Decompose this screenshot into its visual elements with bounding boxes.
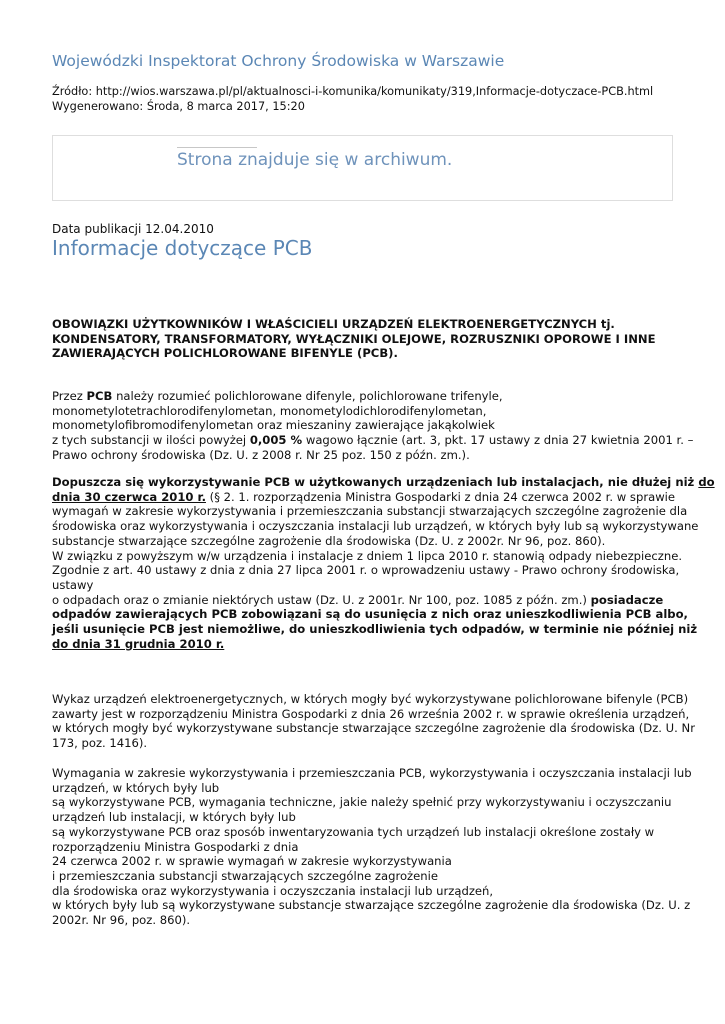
paragraph-line: 2002r. Nr 96, poz. 860). <box>52 913 191 928</box>
generated-line: Wygenerowano: Środa, 8 marca 2017, 15:20 <box>52 100 305 113</box>
paragraph-line: w których mogły być wykorzystywane substancje stwarzające szczególne zagrożenie dla środowiska (Dz. U. Nr <box>52 721 695 736</box>
text-run: Przez <box>52 389 87 403</box>
text-run: o odpadach oraz o zmianie niektórych ustaw (Dz. U. z 2001r. Nr 100, poz. 1085 z późn. zm.) <box>52 592 591 607</box>
paragraph-line <box>52 490 677 505</box>
paragraph-line: Prawo ochrony środowiska (Dz. U. z 2008 r. Nr 25 poz. 150 z późn. zm.). <box>52 447 470 462</box>
paragraph-line: 24 czerwca 2002 r. w sprawie wymagań w zakresie wykorzystywania <box>52 854 452 869</box>
paragraph-line <box>52 433 694 448</box>
paragraph-line: W związku z powyższym w/w urządzenia i instalacje z dniem 1 lipca 2010 r. stanowią odpady niebezpieczne. <box>52 548 683 563</box>
paragraph-line: w których były lub są wykorzystywane substancje stwarzające szczególne zagrożenie dla środowiska (Dz. U. z <box>52 898 691 913</box>
paragraph-obligations <box>52 475 715 651</box>
text-run: wagowo łącznie (art. 3, pkt. 17 ustawy z dnia 27 kwietnia 2001 r. – <box>302 433 694 448</box>
underlined-date: dnia 30 czerwca 2010 r. <box>52 489 206 504</box>
source-line: Źródło: http://wios.warszawa.pl/pl/aktualnosci-i-komunika/komunikaty/319,Informacje-dotyczace-PCB.html <box>52 85 654 98</box>
paragraph-line: i przemieszczania substancji stwarzających szczególne zagrożenie <box>52 868 438 883</box>
paragraph-line: monometylofibromodifenylometan oraz mieszaniny zawierające jakąkolwiek <box>52 418 495 433</box>
archive-divider <box>177 147 257 148</box>
underlined-date: do dnia 31 grudnia 2010 r. <box>52 636 225 651</box>
text-run: należy rozumieć polichlorowane difenyle, polichlorowane trifenyle, <box>112 389 503 403</box>
paragraph-line <box>52 607 688 622</box>
paragraph-device-list <box>52 692 695 751</box>
bold-text: odpadów zawierających PCB zobowiązani są do usunięcia z nich oraz unieszkodliwienia PCB albo, <box>52 607 688 622</box>
paragraph-line: dla środowiska oraz wykorzystywania i oczyszczania instalacji lub urządzeń, <box>52 883 494 898</box>
text-run: (§ 2. 1. rozporządzenia Ministra Gospodarki z dnia 24 czerwca 2002 r. w sprawie <box>205 489 676 504</box>
article-title: Informacje dotyczące PCB <box>52 236 313 260</box>
bold-text: jeśli usunięcie PCB jest niemożliwe, do unieszkodliwienia tych odpadów, w terminie nie później niż <box>52 622 698 637</box>
paragraph-line <box>52 475 715 490</box>
headline-line: KONDENSATORY, TRANSFORMATORY, WYŁĄCZNIKI OLEJOWE, ROZRUSZNIKI OPOROWE I INNE <box>52 331 656 346</box>
headline-line: ZAWIERAJĄCYCH POLICHLOROWANE BIFENYLE (PCB). <box>52 346 398 361</box>
paragraph-line <box>52 389 677 404</box>
bold-text: PCB <box>86 389 113 403</box>
text-run: z tych substancji w ilości powyżej <box>52 433 250 448</box>
bold-text: 0,005 % <box>249 433 303 448</box>
paragraph-line: Wymagania w zakresie wykorzystywania i przemieszczania PCB, wykorzystywania i oczyszczania instalacji lub <box>52 766 692 780</box>
paragraph-line: ustawy <box>52 577 94 592</box>
publication-date: Data publikacji 12.04.2010 <box>52 222 214 236</box>
paragraph-line: Wykaz urządzeń elektroenergetycznych, w których mogły być wykorzystywane polichlorowane bifenyle (PCB) <box>52 692 689 706</box>
paragraph-line: monometylotetrachlorodifenylometan, monometylodichlorodifenylometan, <box>52 403 487 418</box>
paragraph-line: rozporządzeniu Ministra Gospodarki z dnia <box>52 839 299 854</box>
paragraph-line: substancje stwarzające szczególne zagrożenie dla środowiska (Dz. U. z 2002r. Nr 96, poz. 860). <box>52 533 606 548</box>
archive-notice-box <box>52 135 673 201</box>
site-title: Wojewódzki Inspektorat Ochrony Środowiska w Warszawie <box>52 52 505 70</box>
archive-notice: Strona znajduje się w archiwum. <box>177 150 453 170</box>
article-headline <box>52 317 677 361</box>
paragraph-pcb-definition <box>52 389 694 463</box>
paragraph-line: zawarty jest w rozporządzeniu Ministra Gospodarki z dnia 26 września 2002 r. w sprawie określenia urządzeń, <box>52 706 690 721</box>
paragraph-line <box>52 637 677 652</box>
paragraph-line: urządzeń, w których były lub <box>52 780 220 795</box>
paragraph-line: są wykorzystywane PCB oraz sposób inwentaryzowania tych urządzeń lub instalacji określone zostały w <box>52 824 655 839</box>
underlined-date: do <box>698 475 715 489</box>
paragraph-line: środowiska oraz wykorzystywania i oczyszczania instalacji lub urządzeń, w których były lub są wykorzystywane <box>52 519 699 534</box>
paragraph-line <box>52 622 698 637</box>
paragraph-line: są wykorzystywane PCB, wymagania techniczne, jakie należy spełnić przy wykorzystywaniu i oczyszczaniu <box>52 795 672 810</box>
paragraph-line: 173, poz. 1416). <box>52 736 148 751</box>
headline-line: OBOWIĄZKI UŻYTKOWNIKÓW I WŁAŚCICIELI URZĄDZEŃ ELEKTROENERGETYCZNYCH tj. <box>52 317 615 331</box>
paragraph-line: Zgodnie z art. 40 ustawy z dnia z dnia 27 lipca 2001 r. o wprowadzeniu ustawy - Prawo ochrony środowiska, <box>52 563 680 578</box>
document-meta <box>52 84 653 114</box>
paragraph-line: urządzeń lub instalacji, w których były lub <box>52 810 296 825</box>
bold-text: posiadacze <box>590 592 664 607</box>
bold-text: Dopuszcza się wykorzystywanie PCB w użytkowanych urządzeniach lub instalacjach, nie dłużej niż <box>52 475 699 489</box>
paragraph-line <box>52 593 677 608</box>
paragraph-requirements <box>52 766 692 928</box>
paragraph-line: wymagań w zakresie wykorzystywania i przemieszczania substancji stwarzających szczególne zagrożenie dla <box>52 504 688 519</box>
